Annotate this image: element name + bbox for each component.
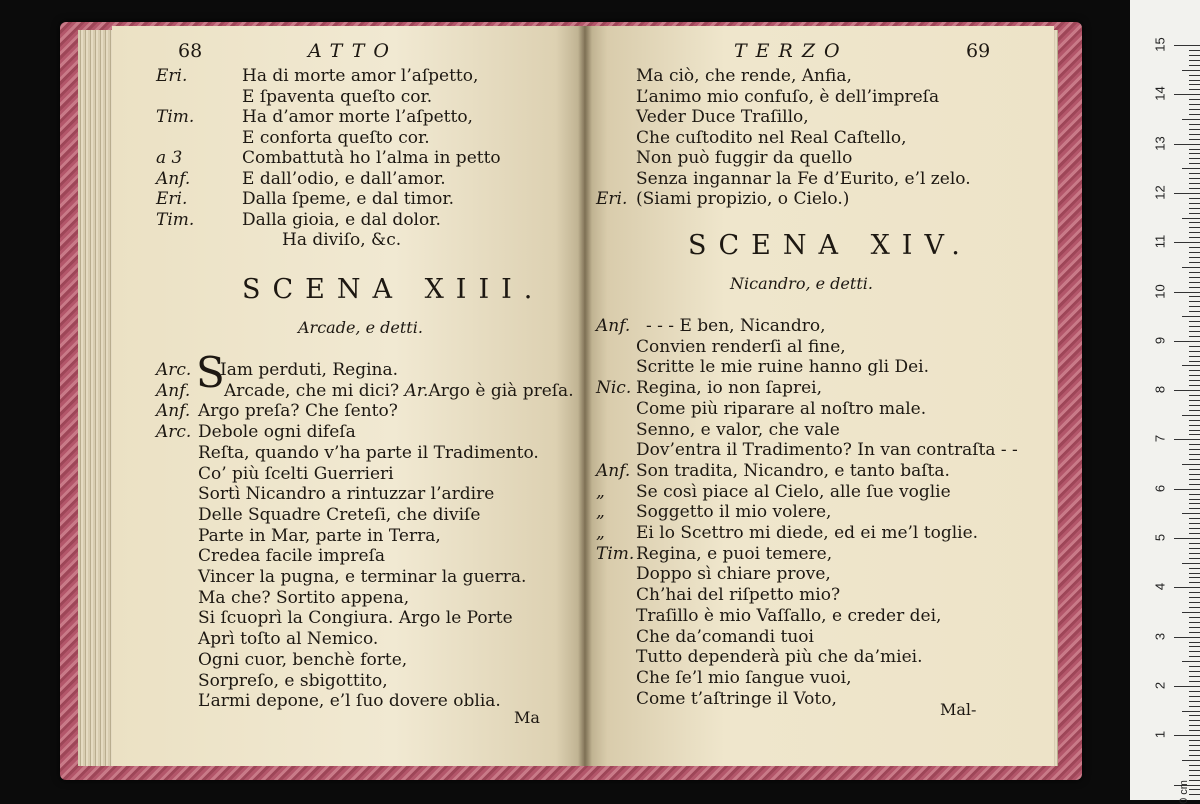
ruler-tick — [1189, 50, 1200, 51]
ruler-tick — [1189, 533, 1200, 534]
ruler-tick — [1189, 434, 1200, 435]
ruler-tick — [1189, 577, 1200, 578]
verse-line: Soggetto il mio volere, — [636, 502, 832, 523]
ruler-tick — [1189, 188, 1200, 189]
speaker-label: Arc. — [156, 422, 192, 443]
ruler-tick — [1189, 311, 1200, 312]
ruler-tick — [1189, 129, 1200, 130]
ruler-tick — [1189, 444, 1200, 445]
ruler-unit: 0 cm — [1178, 780, 1191, 804]
ruler-tick — [1189, 479, 1200, 480]
ruler-tick — [1189, 395, 1200, 396]
verse-line: Son tradita, Nicandro, e tanto baſta. — [636, 460, 950, 481]
ruler-tick — [1174, 193, 1200, 194]
speaker-label: Tim. — [596, 543, 635, 564]
ruler-tick — [1189, 474, 1200, 475]
verse-line: (Siami propizio, o Cielo.) — [636, 189, 850, 209]
ruler-tick — [1189, 114, 1200, 115]
ruler-tick — [1189, 745, 1200, 746]
ruler-tick — [1189, 780, 1200, 781]
verse-line: Doppo sì chiare prove, — [636, 564, 831, 585]
ruler-number: 9 — [1152, 336, 1168, 344]
ruler-tick — [1189, 282, 1200, 283]
ruler-tick — [1174, 341, 1200, 342]
ruler-tick — [1189, 553, 1200, 554]
ruler-tick — [1189, 651, 1200, 652]
ruler-tick — [1189, 518, 1200, 519]
verse-line: Dalla gioia, e dal dolor. — [242, 209, 441, 230]
verse-line: E ſpaventa queſto cor. — [242, 86, 433, 107]
verse-line: Scritte le mie ruine hanno gli Dei. — [636, 357, 930, 378]
speaker-label: Ar. — [399, 380, 429, 401]
ruler-tick — [1182, 711, 1200, 712]
ruler-tick — [1189, 331, 1200, 332]
verse-line: Si ſcuoprì la Congiura. Argo le Porte — [198, 608, 513, 629]
ruler-tick — [1189, 178, 1200, 179]
speaker-label: Eri. — [156, 66, 188, 86]
ruler-tick — [1189, 400, 1200, 401]
speaker-label: Tim. — [156, 209, 195, 230]
ruler-tick — [1189, 425, 1200, 426]
verse-line: Veder Duce Traſillo, — [636, 107, 809, 127]
ruler-tick — [1189, 232, 1200, 233]
ruler-tick — [1189, 163, 1200, 164]
verse-line: Ma che? Sortito appena, — [198, 587, 410, 608]
verse-line: Co’ più ſcelti Guerrieri — [198, 463, 394, 484]
ruler-tick — [1189, 484, 1200, 485]
verse-line: Che cuſtodito nel Real Caſtello, — [636, 127, 907, 148]
ruler-tick — [1189, 139, 1200, 140]
ruler-tick — [1189, 656, 1200, 657]
ruler-tick — [1189, 725, 1200, 726]
ruler-tick — [1189, 420, 1200, 421]
scene-cast: Arcade, e detti. — [298, 318, 423, 337]
ruler-tick — [1189, 622, 1200, 623]
ruler-tick — [1189, 405, 1200, 406]
ruler-tick — [1189, 227, 1200, 228]
ruler-tick — [1189, 568, 1200, 569]
verse-line: Arcade, che mi dici? Ar.Argo è già preſa. — [224, 380, 574, 401]
ruler-tick — [1189, 99, 1200, 100]
speaker-label: Eri. — [156, 189, 188, 209]
ruler-tick — [1174, 94, 1200, 95]
verse-line: L’animo mio confuſo, è dell’impreſa — [636, 86, 940, 107]
ruler-tick — [1189, 173, 1200, 174]
verse-line: L’armi depone, e’l ſuo dovere oblia. — [198, 691, 501, 712]
verse-line: Dalla ſpeme, e dal timor. — [242, 189, 455, 209]
page-number: 69 — [966, 40, 991, 62]
ruler-tick — [1189, 706, 1200, 707]
ruler-tick — [1174, 242, 1200, 243]
ruler-tick — [1189, 237, 1200, 238]
ruler-number: 8 — [1152, 385, 1168, 394]
ruler-tick — [1189, 356, 1200, 357]
speaker-label: „ — [596, 523, 605, 543]
ruler-tick — [1189, 361, 1200, 362]
ruler-tick — [1189, 543, 1200, 544]
ruler-tick — [1189, 262, 1200, 263]
ruler-tick — [1189, 380, 1200, 381]
ruler-tick — [1189, 158, 1200, 159]
ruler-tick — [1189, 55, 1200, 56]
ruler-tick — [1182, 218, 1200, 219]
ruler-number: 10 — [1152, 283, 1168, 299]
speaker-label: Anf. — [596, 316, 631, 336]
ruler-tick — [1189, 60, 1200, 61]
verse-line: Dov’entra il Tradimento? In van contraſta - - — [636, 440, 1018, 461]
verse-line: Combattutà ho l’alma in petto — [242, 148, 501, 168]
ruler-number: 14 — [1152, 86, 1168, 102]
ruler-tick — [1174, 735, 1200, 736]
speaker-label: Anf. — [156, 380, 191, 401]
ruler-tick — [1182, 70, 1200, 71]
ruler-tick — [1189, 430, 1200, 431]
ruler-tick — [1189, 740, 1200, 741]
left-page — [112, 26, 584, 766]
verse-line: E dall’odio, e dall’amor. — [242, 168, 446, 189]
ruler-tick — [1174, 637, 1200, 638]
verse-line: Convien renderſi al fine, — [636, 336, 846, 357]
verse-line: Che da’comandi tuoi — [636, 626, 814, 647]
speaker-label: Anf. — [596, 460, 631, 481]
ruler-tick — [1189, 607, 1200, 608]
ruler-tick — [1189, 385, 1200, 386]
ruler-tick — [1174, 489, 1200, 490]
ruler-tick — [1182, 316, 1200, 317]
ruler-tick — [1189, 252, 1200, 253]
verse-line: Ch’hai del riſpetto mio? — [636, 585, 841, 606]
ruler-tick — [1182, 365, 1200, 366]
ruler-tick — [1189, 454, 1200, 455]
ruler-tick — [1189, 592, 1200, 593]
ruler-tick — [1189, 715, 1200, 716]
ruler-number: 1 — [1152, 731, 1168, 739]
ruler-number: 3 — [1152, 632, 1168, 640]
speaker-label: Nic. — [596, 378, 632, 399]
ruler-tick — [1189, 326, 1200, 327]
ruler-number: 5 — [1152, 533, 1168, 542]
ruler-tick — [1189, 632, 1200, 633]
scene-cast: Nicandro, e detti. — [730, 274, 873, 293]
ruler-tick — [1189, 602, 1200, 603]
ruler-tick — [1174, 439, 1200, 440]
scene-title: SCENA XIII. — [242, 274, 545, 305]
ruler-tick — [1189, 370, 1200, 371]
measuring-ruler — [1130, 0, 1200, 804]
ruler-tick — [1189, 222, 1200, 223]
ruler-tick — [1189, 65, 1200, 66]
speaker-label: a 3 — [156, 148, 183, 168]
ruler-tick — [1174, 390, 1200, 391]
ruler-number: 6 — [1152, 484, 1168, 492]
verse-line: Ha di morte amor l’aſpetto, — [242, 66, 479, 86]
verse-line: Ei lo Scettro mi diede, ed ei me’l toglie. — [636, 523, 979, 543]
ruler-tick — [1189, 646, 1200, 647]
ruler-tick — [1189, 503, 1200, 504]
catchword: Mal- — [940, 700, 977, 719]
ruler-tick — [1189, 573, 1200, 574]
drop-cap: S — [196, 348, 225, 397]
speaker-label: Anf. — [156, 401, 191, 422]
verse-line: Ma ciò, che rende, Anfia, — [636, 66, 852, 86]
ruler-tick — [1189, 558, 1200, 559]
verse-line: Non può fuggir da quello — [636, 148, 853, 168]
ruler-tick — [1189, 410, 1200, 411]
verse-line: Debole ogni difeſa — [198, 422, 356, 443]
ruler-tick — [1189, 755, 1200, 756]
verse-line: Reſta, quando v’ha parte il Tradimento. — [198, 442, 539, 463]
page-number: 68 — [178, 40, 203, 62]
ruler-tick — [1189, 287, 1200, 288]
speaker-label: Eri. — [596, 189, 628, 209]
catchword: Ma — [514, 708, 540, 727]
speaker-label: Arc. — [156, 360, 192, 380]
ruler-tick — [1189, 257, 1200, 258]
ruler-tick — [1174, 538, 1200, 539]
verse-line: Sorpreſo, e sbigottito, — [198, 670, 388, 691]
ruler-tick — [1189, 523, 1200, 524]
ruler-tick — [1189, 208, 1200, 209]
ruler-tick — [1189, 676, 1200, 677]
book-gutter — [578, 26, 592, 766]
ruler-tick — [1189, 198, 1200, 199]
verse-line: Ha d’amor morte l’aſpetto, — [242, 107, 473, 127]
ruler-tick — [1189, 720, 1200, 721]
ruler-tick — [1174, 45, 1200, 46]
ruler-tick — [1182, 563, 1200, 564]
verse-line: E conforta queſto cor. — [242, 127, 430, 148]
verse-line: Che ſe’l mio ſangue vuoi, — [636, 667, 852, 688]
running-head: TERZO — [734, 40, 849, 62]
ruler-tick — [1182, 168, 1200, 169]
ruler-tick — [1189, 730, 1200, 731]
verse-line: Iam perduti, Regina. — [220, 360, 399, 380]
ruler-tick — [1189, 459, 1200, 460]
verse-line: Regina, io non ſaprei, — [636, 378, 823, 399]
ruler-tick — [1189, 499, 1200, 500]
ruler-tick — [1189, 213, 1200, 214]
ruler-tick — [1174, 686, 1200, 687]
ruler-tick — [1189, 124, 1200, 125]
verse-line: Vincer la pugna, e terminar la guerra. — [198, 567, 527, 587]
ruler-tick — [1189, 80, 1200, 81]
ruler-tick — [1189, 89, 1200, 90]
verse-line: Se così piace al Cielo, alle ſue voglie — [636, 481, 951, 502]
ruler-tick — [1189, 75, 1200, 76]
verse-line: Senza ingannar la Fe d’Eurito, e’l zelo. — [636, 168, 971, 189]
ruler-tick — [1182, 760, 1200, 761]
verse-line: Ogni cuor, benchè forte, — [198, 649, 408, 670]
ruler-tick — [1189, 149, 1200, 150]
ruler-tick — [1189, 666, 1200, 667]
verse-line: Regina, e puoi temere, — [636, 543, 833, 564]
running-head: ATTO — [308, 40, 398, 62]
verse-line: Credea facile impreſa — [198, 546, 386, 567]
ruler-tick — [1189, 691, 1200, 692]
ruler-tick — [1189, 336, 1200, 337]
verse-line: Traſillo è mio Vaſſallo, e creder dei, — [636, 605, 942, 626]
verse-line: Come t’aſtringe il Voto, — [636, 688, 837, 709]
ruler-tick — [1189, 750, 1200, 751]
ruler-tick — [1189, 469, 1200, 470]
ruler-number: 15 — [1152, 37, 1168, 52]
ruler-tick — [1189, 134, 1200, 135]
ruler-tick — [1189, 582, 1200, 583]
ruler-tick — [1189, 696, 1200, 697]
ruler-tick — [1189, 153, 1200, 154]
verse-line: Delle Squadre Creteſi, che diviſe — [198, 504, 481, 525]
verse-line: Argo preſa? Che ſento? — [198, 401, 398, 422]
ruler-tick — [1189, 272, 1200, 273]
ruler-tick — [1189, 247, 1200, 248]
verse-line-continuation: Argo è già preſa. — [428, 380, 574, 401]
verse-line: Aprì toſto al Nemico. — [198, 629, 379, 650]
ruler-tick — [1189, 681, 1200, 682]
speaker-label: „ — [596, 502, 605, 523]
ruler-tick — [1189, 104, 1200, 105]
ruler-tick — [1189, 351, 1200, 352]
ruler-tick — [1189, 346, 1200, 347]
ruler-tick — [1182, 612, 1200, 613]
ruler-tick — [1189, 203, 1200, 204]
ruler-tick — [1182, 513, 1200, 514]
ruler-tick — [1189, 794, 1200, 795]
ruler-tick — [1182, 464, 1200, 465]
ruler-tick — [1182, 267, 1200, 268]
speaker-label: Anf. — [156, 168, 191, 189]
ruler-tick — [1189, 321, 1200, 322]
ruler-tick — [1189, 84, 1200, 85]
ruler-tick — [1189, 508, 1200, 509]
ruler-tick — [1189, 306, 1200, 307]
ruler-tick — [1189, 775, 1200, 776]
ruler-tick — [1182, 661, 1200, 662]
ruler-tick — [1189, 642, 1200, 643]
ruler-number: 7 — [1152, 435, 1168, 443]
ruler-tick — [1189, 789, 1200, 790]
ruler-tick — [1189, 109, 1200, 110]
ruler-tick — [1189, 770, 1200, 771]
verse-line: - - - E ben, Nicandro, — [646, 316, 826, 336]
verse-line: Ha diviſo, &c. — [282, 230, 402, 250]
ruler-tick — [1189, 494, 1200, 495]
ruler-tick — [1189, 617, 1200, 618]
ruler-tick — [1182, 415, 1200, 416]
speaker-label: „ — [596, 481, 605, 502]
ruler-tick — [1189, 375, 1200, 376]
speaker-label: Tim. — [156, 107, 195, 127]
verse-line: Come più riparare al noſtro male. — [636, 398, 927, 419]
ruler-tick — [1189, 627, 1200, 628]
verse-line: Tutto dependerà più che da’miei. — [636, 647, 923, 668]
ruler-number: 4 — [1152, 583, 1168, 591]
ruler-tick — [1189, 449, 1200, 450]
ruler-tick — [1189, 296, 1200, 297]
ruler-tick — [1189, 765, 1200, 766]
right-page — [584, 26, 1054, 766]
scene-title: SCENA XIV. — [688, 230, 972, 261]
ruler-number: 12 — [1152, 185, 1168, 200]
ruler-tick — [1189, 183, 1200, 184]
ruler-tick — [1174, 292, 1200, 293]
ruler-tick — [1189, 701, 1200, 702]
ruler-tick — [1182, 119, 1200, 120]
verse-line: Sortì Nicandro a rintuzzar l’ardire — [198, 484, 495, 505]
ruler-tick — [1189, 301, 1200, 302]
verse-line: Parte in Mar, parte in Terra, — [198, 525, 441, 546]
ruler-number: 13 — [1152, 135, 1168, 151]
ruler-tick — [1189, 548, 1200, 549]
ruler-tick — [1174, 144, 1200, 145]
ruler-tick — [1189, 597, 1200, 598]
ruler-tick — [1174, 587, 1200, 588]
ruler-tick — [1189, 528, 1200, 529]
ruler-tick — [1189, 277, 1200, 278]
verse-line: Senno, e valor, che vale — [636, 419, 840, 440]
ruler-number: 11 — [1152, 234, 1168, 249]
ruler-tick — [1189, 671, 1200, 672]
ruler-number: 2 — [1152, 681, 1168, 690]
